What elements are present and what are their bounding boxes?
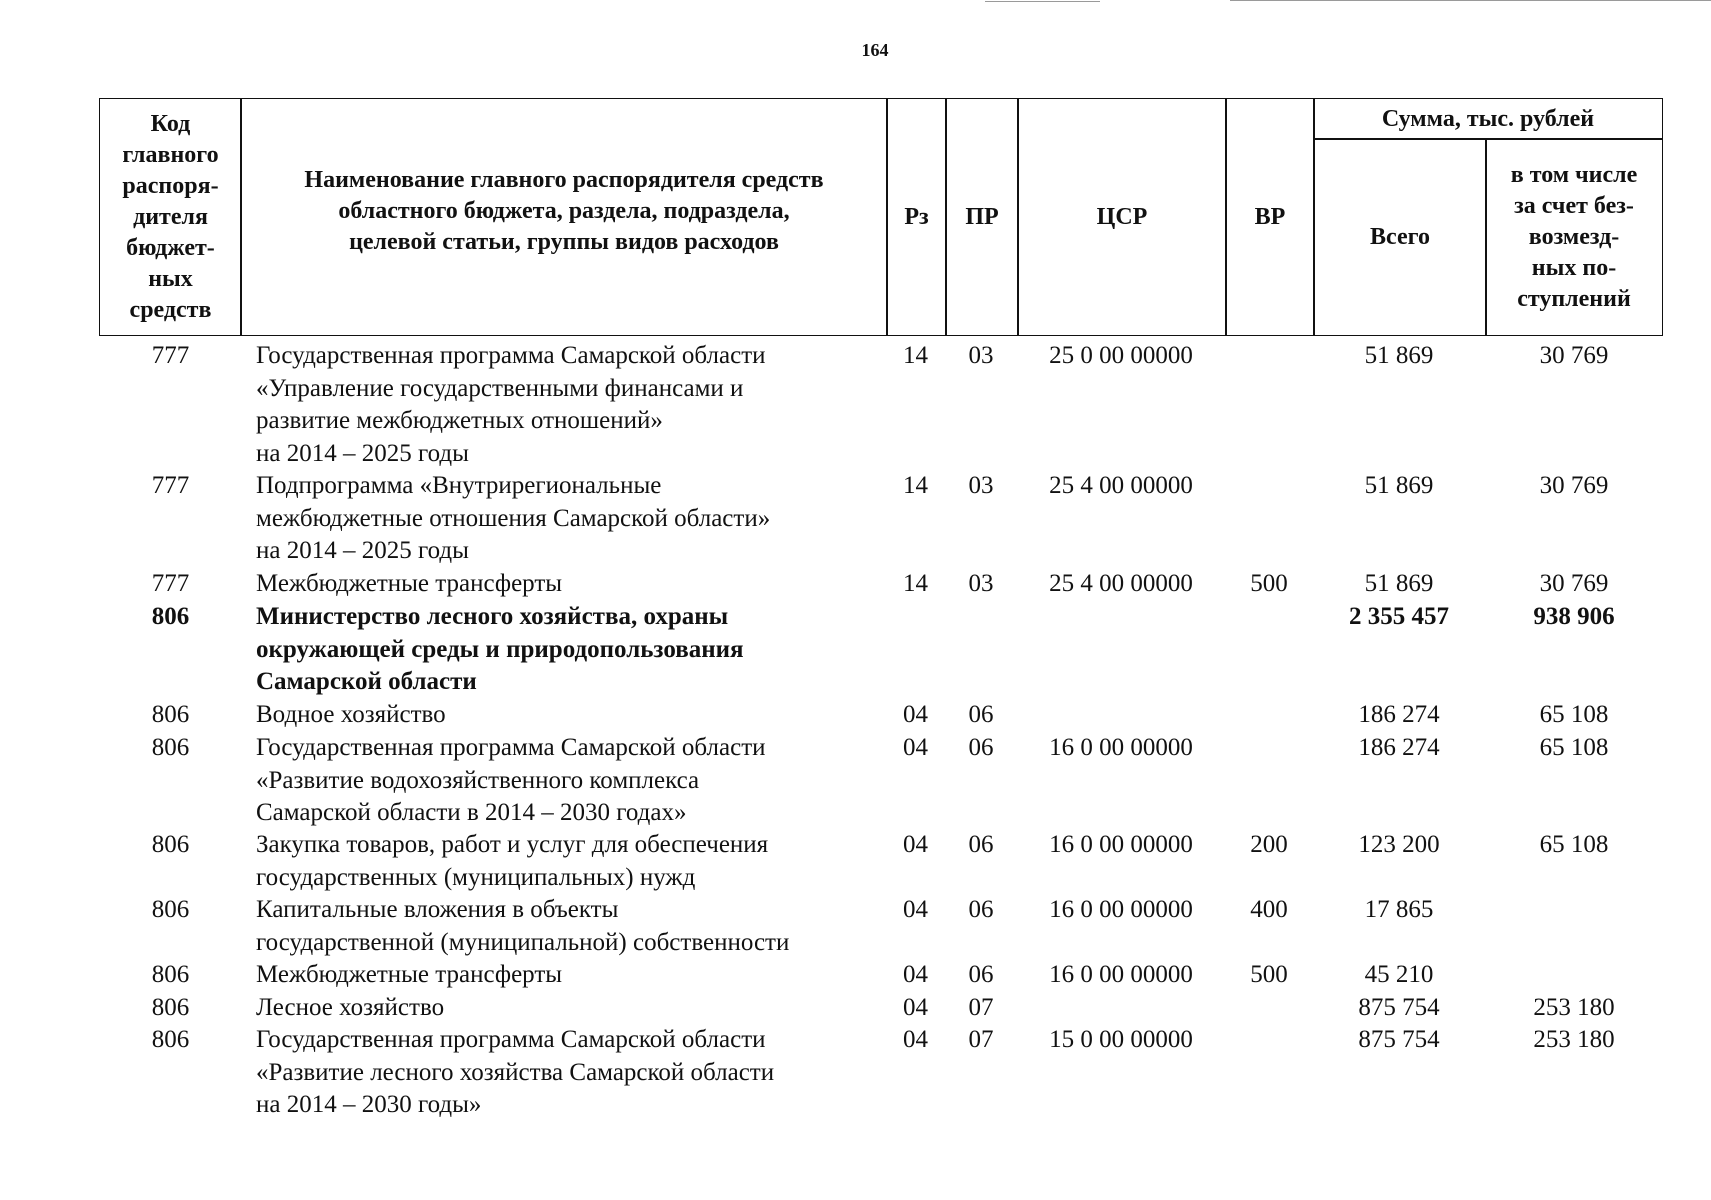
row-rz: 04 [903, 1026, 928, 1053]
scan-edge-line [985, 1, 1100, 2]
row-csr: 15 0 00 00000 [1049, 1026, 1193, 1053]
row-pr: 07 [968, 1026, 994, 1053]
row-total: 51 869 [1364, 342, 1434, 369]
row-code: 806 [151, 701, 190, 728]
row-total: 51 869 [1364, 570, 1434, 597]
row-csr: 16 0 00 00000 [1049, 831, 1193, 858]
row-name: Межбюджетные трансферты [256, 961, 563, 988]
table-header [99, 98, 1663, 336]
row-vr: 500 [1250, 961, 1288, 988]
row-name: Подпрограмма «Внутрирегиональные межбюджетные отношения Самарской области» на 2014 – 2025 годы [256, 472, 771, 564]
header-name-label: Наименование главного распорядителя средств областного бюджета, раздела, подраздела, целевой статьи, группы видов расходов [304, 166, 824, 255]
row-code: 777 [151, 342, 190, 369]
row-total: 45 210 [1364, 961, 1434, 988]
row-name: Межбюджетные трансферты [256, 570, 563, 597]
header-pr-label: ПР [965, 203, 999, 230]
row-free: 30 769 [1539, 342, 1609, 369]
row-rz: 14 [903, 342, 928, 369]
row-csr: 25 4 00 00000 [1049, 472, 1193, 499]
row-vr: 500 [1250, 570, 1288, 597]
row-free: 30 769 [1539, 570, 1609, 597]
row-name: Капитальные вложения в объекты государственной (муниципальной) собственности [256, 896, 790, 956]
row-pr: 03 [968, 570, 994, 597]
row-vr: 400 [1250, 896, 1288, 923]
row-total: 186 274 [1358, 701, 1440, 728]
row-code: 806 [151, 961, 190, 988]
row-free: 253 180 [1533, 1026, 1615, 1053]
row-code: 806 [151, 1026, 190, 1053]
header-vr-label: ВР [1254, 203, 1286, 230]
row-total: 875 754 [1358, 994, 1440, 1021]
row-pr: 03 [968, 472, 994, 499]
row-code: 777 [151, 472, 190, 499]
row-total: 2 355 457 [1349, 603, 1449, 630]
row-total: 17 865 [1364, 896, 1434, 923]
header-rz-label: Рз [904, 203, 929, 230]
row-pr: 06 [968, 961, 994, 988]
row-pr: 06 [968, 831, 994, 858]
row-code: 806 [151, 831, 190, 858]
row-name: Министерство лесного хозяйства, охраны окружающей среды и природопользования Самарской области [256, 603, 744, 695]
row-csr: 25 4 00 00000 [1049, 570, 1193, 597]
row-name: Лесное хозяйство [256, 994, 445, 1021]
row-name: Закупка товаров, работ и услуг для обеспечения государственных (муниципальных) нужд [256, 831, 769, 891]
row-code: 777 [151, 570, 190, 597]
row-pr: 06 [968, 896, 994, 923]
row-total: 186 274 [1358, 734, 1440, 761]
row-rz: 04 [903, 734, 928, 761]
row-pr: 06 [968, 734, 994, 761]
row-rz: 14 [903, 472, 928, 499]
row-free: 65 108 [1539, 734, 1609, 761]
row-rz: 04 [903, 896, 928, 923]
header-free-label: в том числе за счет без- возмезд- ных по- ступлений [1510, 161, 1638, 312]
row-code: 806 [151, 603, 190, 630]
row-name: Государственная программа Самарской области «Управление государственными финансами и развитие межбюджетных отношений» на 2014 – 2025 годы [256, 342, 766, 467]
row-code: 806 [151, 896, 190, 923]
header-csr-label: ЦСР [1096, 203, 1148, 230]
row-free: 253 180 [1533, 994, 1615, 1021]
row-csr: 16 0 00 00000 [1049, 734, 1193, 761]
row-rz: 14 [903, 570, 928, 597]
row-total: 51 869 [1364, 472, 1434, 499]
scan-edge-line [1230, 0, 1711, 1]
row-free: 65 108 [1539, 701, 1609, 728]
row-pr: 03 [968, 342, 994, 369]
page-number: 164 [861, 40, 889, 60]
row-free: 65 108 [1539, 831, 1609, 858]
row-pr: 06 [968, 701, 994, 728]
header-sum-label: Сумма, тыс. рублей [1381, 105, 1595, 132]
row-total: 123 200 [1358, 831, 1440, 858]
row-name: Государственная программа Самарской области «Развитие лесного хозяйства Самарской области на 2014 – 2030 годы» [256, 1026, 775, 1118]
row-pr: 07 [968, 994, 994, 1021]
row-rz: 04 [903, 961, 928, 988]
row-code: 806 [151, 734, 190, 761]
row-rz: 04 [903, 994, 928, 1021]
row-name: Водное хозяйство [256, 701, 446, 728]
row-free: 30 769 [1539, 472, 1609, 499]
row-csr: 16 0 00 00000 [1049, 896, 1193, 923]
row-rz: 04 [903, 831, 928, 858]
row-csr: 16 0 00 00000 [1049, 961, 1193, 988]
row-vr: 200 [1250, 831, 1288, 858]
header-total-label: Всего [1370, 223, 1430, 250]
row-code: 806 [151, 994, 190, 1021]
row-total: 875 754 [1358, 1026, 1440, 1053]
row-name: Государственная программа Самарской области «Развитие водохозяйственного комплекса Самарской области в 2014 – 2030 годах» [256, 734, 766, 826]
row-free: 938 906 [1533, 603, 1615, 630]
header-code-label: Код главного распоря- дителя бюджет- ных средств [122, 110, 219, 323]
row-rz: 04 [903, 701, 928, 728]
row-csr: 25 0 00 00000 [1049, 342, 1193, 369]
